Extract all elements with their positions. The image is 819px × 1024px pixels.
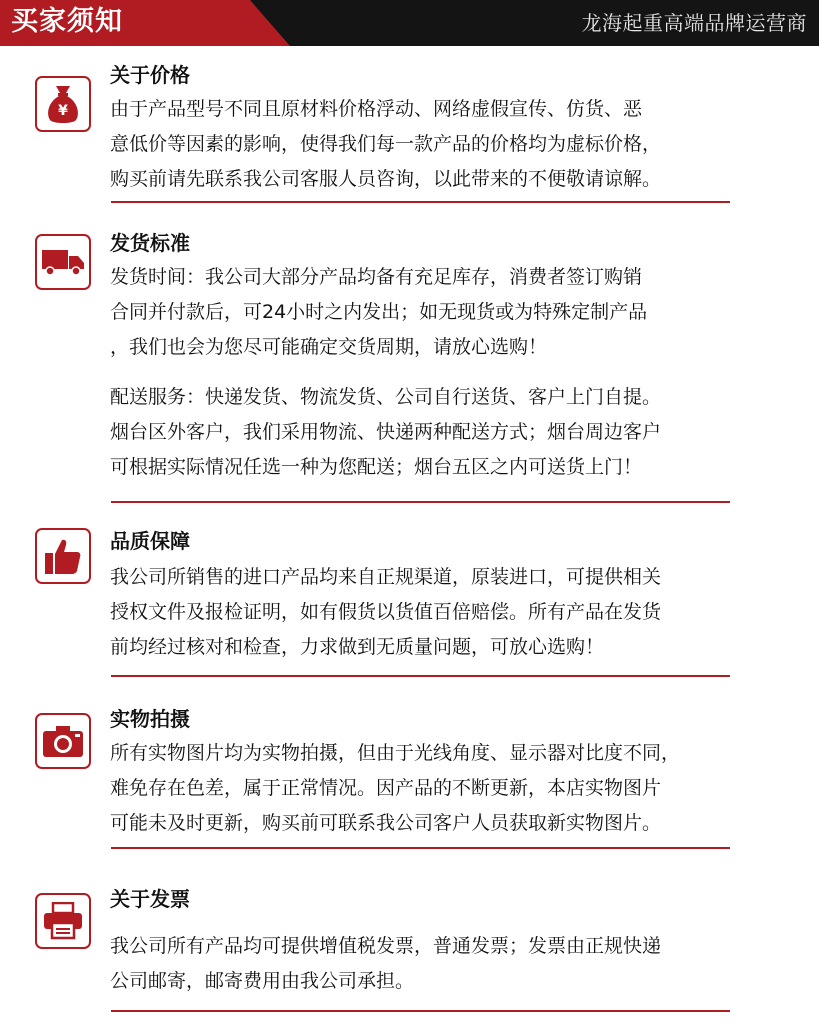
- camera-icon: [35, 713, 91, 769]
- section-divider: [111, 1010, 730, 1012]
- brand-slogan: 龙海起重高端品牌运营商: [581, 11, 807, 35]
- section-divider: [111, 847, 730, 849]
- text-line: 可能未及时更新，购买前可联系我公司客户人员获取新实物图片。: [110, 812, 662, 834]
- money-bag-symbol: ¥: [58, 103, 68, 119]
- text-line: 发货时间：我公司大部分产品均备有充足库存，消费者签订购销: [110, 266, 643, 288]
- money-bag-icon: [35, 76, 91, 132]
- page-title: 买家须知: [11, 6, 123, 37]
- section-title: 实物拍摄: [110, 707, 190, 731]
- text-line: 意低价等因素的影响，使得我们每一款产品的价格均为虚标价格，: [110, 133, 662, 155]
- text-line: 可根据实际情况任选一种为您配送；烟台五区之内可送货上门！: [110, 456, 643, 478]
- text-line: 前均经过核对和检查，力求做到无质量问题，可放心选购！: [110, 636, 605, 658]
- header-banner: [0, 0, 819, 46]
- section-title: 品质保障: [110, 529, 190, 553]
- text-line: 配送服务：快递发货、物流发货、公司自行送货、客户上门自提。: [110, 386, 662, 408]
- text-line: 授权文件及报检证明，如有假货以货值百倍赔偿。所有产品在发货: [110, 601, 662, 623]
- text-line: 难免存在色差，属于正常情况。因产品的不断更新，本店实物图片: [110, 777, 662, 799]
- text-line: 由于产品型号不同且原材料价格浮动、网络虚假宣传、仿货、恶: [110, 98, 643, 120]
- section-divider: [111, 201, 730, 203]
- section-divider: [111, 675, 730, 677]
- section-title: 关于价格: [110, 63, 190, 87]
- paragraph: [110, 929, 810, 999]
- paragraph: [110, 736, 810, 841]
- text-line: ，我们也会为您尽可能确定交货周期，请放心选购！: [110, 336, 548, 358]
- paragraph: [110, 380, 810, 485]
- text-line: 所有实物图片均为实物拍摄，但由于光线角度、显示器对比度不同，: [110, 742, 681, 764]
- paragraph: [110, 560, 810, 665]
- delivery-truck-icon: [35, 234, 91, 290]
- paragraph: [110, 260, 810, 365]
- paragraph: [110, 92, 810, 197]
- printer-icon: [35, 893, 91, 949]
- section-title: 关于发票: [110, 887, 190, 911]
- section-title: 发货标准: [110, 231, 190, 255]
- text-line: 烟台区外客户，我们采用物流、快递两种配送方式；烟台周边客户: [110, 421, 662, 443]
- text-line: 我公司所销售的进口产品均来自正规渠道，原装进口，可提供相关: [110, 566, 662, 588]
- text-line: 合同并付款后，可24小时之内发出；如无现货或为特殊定制产品: [110, 301, 648, 323]
- text-line: 我公司所有产品均可提供增值税发票，普通发票；发票由正规快递: [110, 935, 662, 957]
- thumbs-up-icon: [35, 528, 91, 584]
- section-divider: [111, 501, 730, 503]
- text-line: 购买前请先联系我公司客服人员咨询，以此带来的不便敬请谅解。: [110, 168, 662, 190]
- text-line: 公司邮寄，邮寄费用由我公司承担。: [110, 970, 415, 992]
